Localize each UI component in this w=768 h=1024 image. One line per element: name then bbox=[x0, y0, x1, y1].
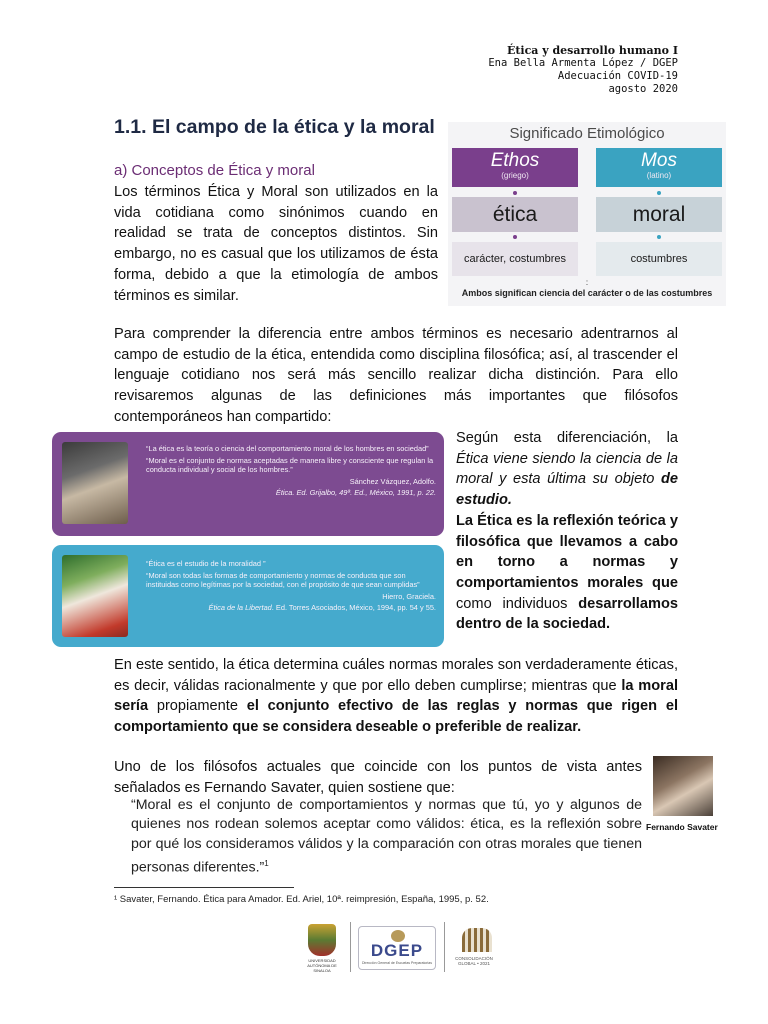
university-logo-text: UNIVERSIDAD AUTÓNOMA DE SINALOA bbox=[307, 958, 337, 973]
date-line: agosto 2020 bbox=[608, 83, 678, 95]
card-source-title: Ética de la Libertad bbox=[208, 603, 272, 613]
footnote-divider bbox=[114, 887, 294, 888]
text-run: En este sentido, la ética determina cuáles normas morales son verdaderamente éticas, es decir, válidas racionalmente y que por ello deben cumplirse; mientras que bbox=[114, 657, 678, 694]
graciela-hierro-photo bbox=[62, 555, 128, 637]
global-logo-text: CONSOLIDACIÓN GLOBAL • 2021 bbox=[455, 956, 493, 966]
ethos-origin: Ethos bbox=[490, 150, 540, 171]
logo-divider bbox=[350, 922, 351, 972]
card-author: Hierro, Graciela. bbox=[382, 591, 436, 601]
ethos-language: (griego) bbox=[501, 171, 529, 180]
connector-dot bbox=[657, 191, 661, 195]
footnote: ¹ Savater, Fernando. Ética para Amador. Ed. Ariel, 10ª. reimpresión, España, 1995, p. 52. bbox=[114, 894, 489, 905]
savater-quote bbox=[131, 796, 642, 878]
etica-term: ética bbox=[492, 203, 538, 226]
etica-meaning-box: carácter, costumbres bbox=[452, 242, 578, 276]
page-header bbox=[488, 44, 678, 96]
card-quote-moral: “Moral es el conjunto de normas aceptadas de manera libre y consciente que regulan la conducta individual y social de los hombres.” bbox=[146, 455, 434, 475]
text-run: Según esta diferenciación, la bbox=[456, 430, 678, 446]
university-logo bbox=[300, 922, 344, 972]
author-line: Ena Bella Armenta López / DGEP bbox=[488, 57, 678, 69]
moral-term: moral bbox=[632, 203, 686, 226]
text-run-bold-italic: de estudio. bbox=[456, 471, 678, 509]
dgep-logo-text: DGEP bbox=[370, 941, 424, 960]
differentiation-paragraph bbox=[456, 428, 678, 635]
mos-origin: Mos bbox=[641, 150, 677, 171]
text-run: como individuos bbox=[456, 595, 579, 612]
dgep-logo-subtext: Dirección General de Escuelas Preparatorias bbox=[361, 961, 433, 965]
connector-dot bbox=[657, 235, 661, 239]
intro-paragraph: Los términos Ética y Moral son utilizados en la vida cotidiana como sinónimos cuando en realidad se trata de conceptos distintos. Sin embargo, no es casual que los utilizamos de ésta forma, debido a que la etimología de ambos términos es similar. bbox=[114, 184, 438, 304]
card-author: Sánchez Vázquez, Adolfo. bbox=[349, 476, 436, 486]
moral-box bbox=[596, 197, 722, 232]
subsection-title: a) Conceptos de Ética y moral bbox=[114, 162, 315, 179]
dgep-logo bbox=[358, 926, 436, 970]
savater-caption: Fernando Savater bbox=[646, 822, 718, 832]
connector-dot bbox=[513, 191, 517, 195]
text-run-bold: la moral sería bbox=[114, 677, 678, 715]
connector-dot bbox=[513, 235, 517, 239]
text-run-bold: desarrollamos dentro de la sociedad. bbox=[456, 595, 678, 633]
ethos-box bbox=[452, 148, 578, 187]
card-quote-ethics: “Ética es el estudio de la moralidad ” bbox=[146, 559, 266, 568]
shield-icon bbox=[308, 924, 336, 956]
definitions-intro-paragraph: Para comprender la diferencia entre ambos términos es necesario adentrarnos al campo de estudio de la ética, entendida como disciplina filosófica; así, al trascender el lenguaje cotidiano nos será más sencillo realizar dicha distinción. Para ello revisaremos algunas de las definiciones más importantes que filósofos contemporáneos han compartido: bbox=[114, 326, 678, 425]
consolidacion-global-logo bbox=[452, 926, 496, 972]
etymology-footer: Ambos significan ciencia del carácter o de las costumbres bbox=[461, 288, 713, 298]
card-source-rest: . Ed. Torres Asociados, México, 1994, pp. 54 y 55. bbox=[271, 603, 436, 613]
adaptation-line: Adecuación COVID-19 bbox=[557, 70, 678, 82]
section-title: 1.1. El campo de la ética y la moral bbox=[114, 116, 435, 138]
quote-card-sanchez bbox=[52, 432, 444, 536]
mos-language: (latino) bbox=[646, 171, 672, 180]
building-icon bbox=[462, 928, 492, 952]
footnote-marker[interactable]: 1 bbox=[264, 858, 269, 868]
sanchez-vazquez-photo bbox=[62, 442, 128, 524]
text-run-bold: La Ética es la reflexión teórica y filosófica que llevamos a cabo en torno a normas y comportamientos morales que bbox=[456, 512, 678, 591]
text-run-italic: Ética viene siendo la ciencia de la moral y esta última su objeto bbox=[456, 450, 678, 488]
moral-meaning-box: costumbres bbox=[596, 242, 722, 276]
quote-card-hierro bbox=[52, 545, 444, 647]
card-source: Ética. Ed. Grijalbo, 49ª. Ed., México, 1991, p. 22. bbox=[275, 488, 436, 498]
etymology-title: Significado Etimológico bbox=[509, 125, 665, 142]
etica-box bbox=[452, 197, 578, 232]
etymology-colon: : bbox=[585, 278, 589, 287]
text-run-bold: el conjunto efectivo de las reglas y normas que rigen el comportamiento que se considera deseable o preferible de realizar. bbox=[114, 698, 678, 736]
logo-divider bbox=[444, 922, 445, 972]
fernando-savater-photo bbox=[653, 756, 713, 816]
card-quote-ethics: “La ética es la teoría o ciencia del comportamiento moral de los hombres en sociedad” bbox=[146, 444, 429, 453]
text-run: propiamente bbox=[148, 698, 247, 715]
mos-box bbox=[596, 148, 722, 187]
card-quote-moral: “Moral son todas las formas de comportamiento y normas de conducta que son instituidas como legítimas por la sociedad, con el propósito de que sean cumplidas” bbox=[146, 570, 420, 590]
savater-quote-text: “Moral es el conjunto de comportamientos y normas que tú, yo y algunos de quienes nos rodean solemos aceptar como válidos: ética, es la reflexión sobre por qué los consideramos válidos y la comparación con otras morales que tienen personas diferentes.” bbox=[131, 797, 642, 876]
ethics-determines-paragraph bbox=[114, 655, 678, 738]
etymology-diagram bbox=[448, 122, 726, 306]
savater-intro-paragraph: Uno de los filósofos actuales que coincide con los puntos de vista antes señalados es Fernando Savater, quien sostiene que: bbox=[114, 759, 642, 796]
course-name: Ética y desarrollo humano I bbox=[506, 44, 678, 57]
